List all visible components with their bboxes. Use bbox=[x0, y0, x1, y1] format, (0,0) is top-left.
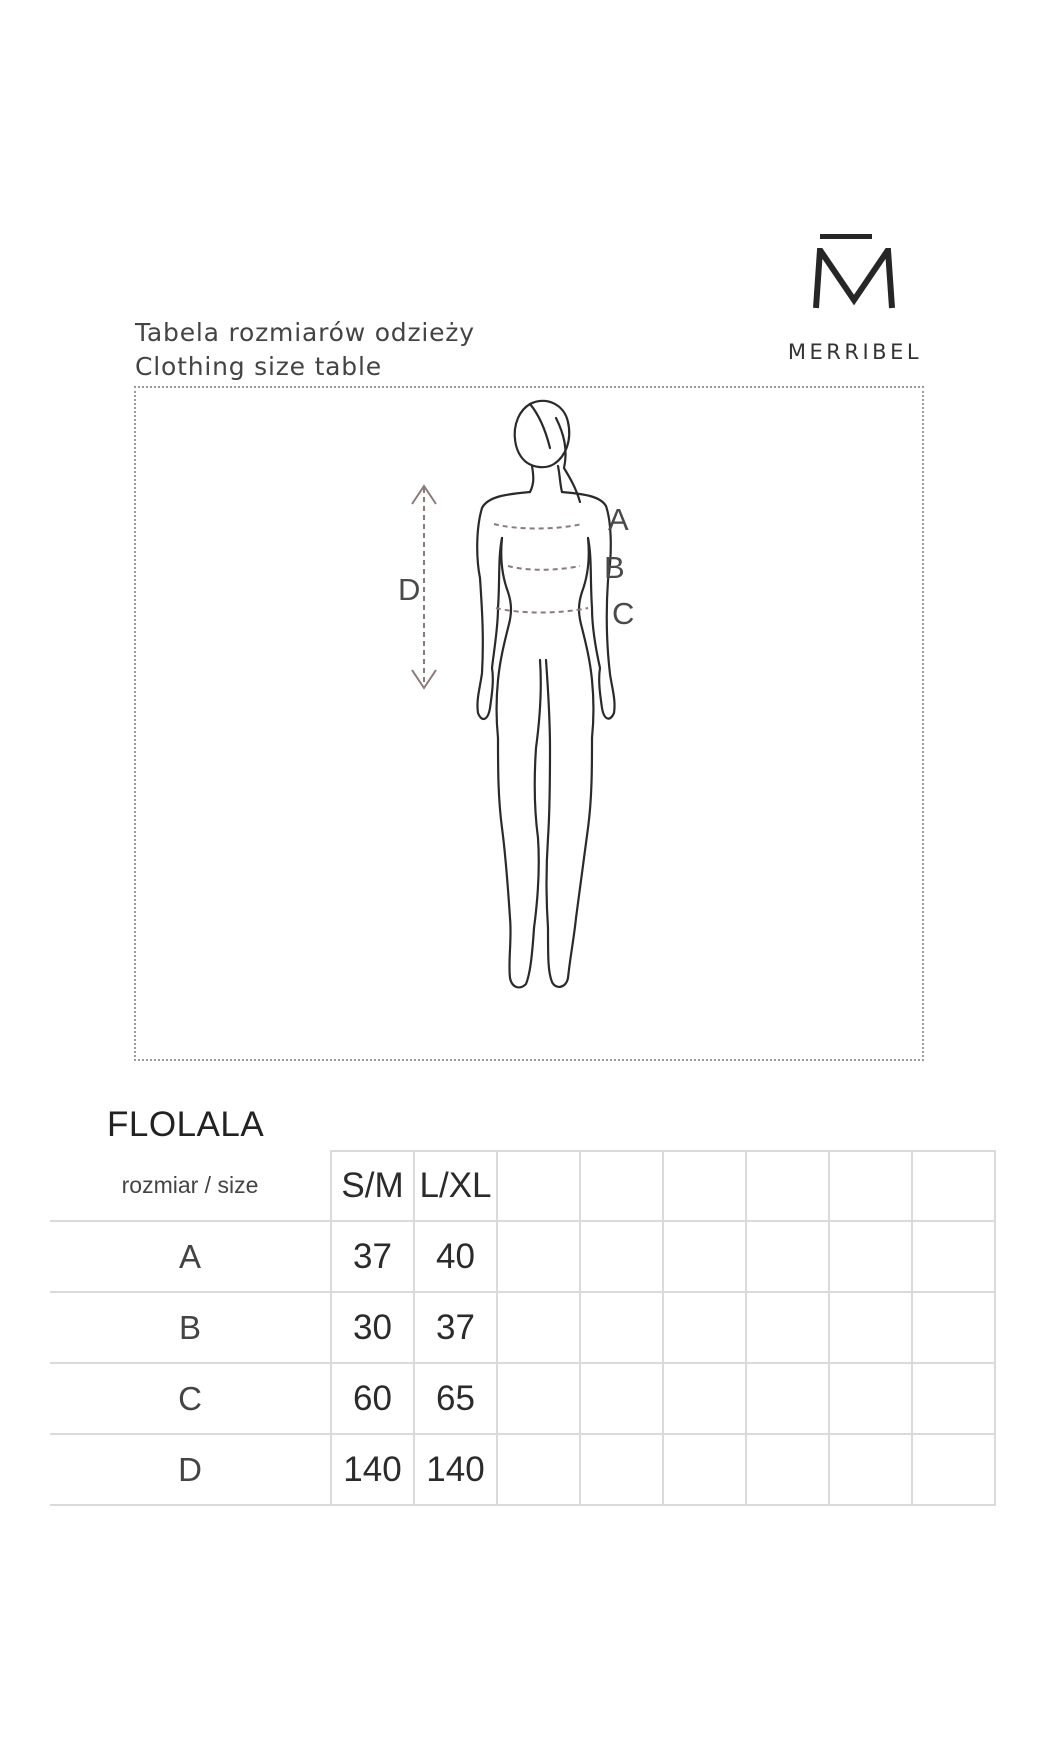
empty-cell bbox=[497, 1151, 580, 1221]
table-header-row bbox=[50, 1151, 995, 1221]
empty-cell bbox=[497, 1292, 580, 1363]
figure-inner-legs bbox=[534, 660, 550, 928]
empty-cell bbox=[746, 1434, 829, 1505]
label-a: A bbox=[608, 502, 629, 537]
table-cell: 60 bbox=[331, 1363, 414, 1434]
empty-cell bbox=[912, 1151, 995, 1221]
product-name: FLOLALA bbox=[107, 1105, 265, 1144]
figure-hair bbox=[530, 404, 580, 502]
empty-cell bbox=[580, 1434, 663, 1505]
measure-line-b bbox=[508, 566, 580, 570]
row-label: C bbox=[50, 1363, 331, 1434]
empty-cell bbox=[829, 1292, 912, 1363]
empty-cell bbox=[912, 1292, 995, 1363]
empty-cell bbox=[663, 1434, 746, 1505]
empty-cell bbox=[663, 1363, 746, 1434]
body-figure bbox=[136, 388, 926, 1063]
table-cell: 140 bbox=[414, 1434, 497, 1505]
brand-logo bbox=[770, 230, 940, 370]
empty-cell bbox=[580, 1363, 663, 1434]
table-row bbox=[50, 1221, 995, 1292]
logo-bar bbox=[820, 234, 872, 239]
table-cell: 40 bbox=[414, 1221, 497, 1292]
heading-english: Clothing size table bbox=[135, 352, 382, 381]
table-cell: 65 bbox=[414, 1363, 497, 1434]
label-c: C bbox=[612, 596, 635, 631]
table-row bbox=[50, 1292, 995, 1363]
heading-polish: Tabela rozmiarów odzieży bbox=[135, 318, 475, 347]
table-cell: 37 bbox=[331, 1221, 414, 1292]
measure-line-a bbox=[494, 524, 582, 529]
table-row bbox=[50, 1363, 995, 1434]
label-d: D bbox=[398, 572, 421, 607]
empty-cell bbox=[580, 1221, 663, 1292]
measurement-diagram bbox=[134, 386, 924, 1061]
empty-cell bbox=[580, 1151, 663, 1221]
empty-cell bbox=[497, 1221, 580, 1292]
empty-cell bbox=[912, 1363, 995, 1434]
size-table bbox=[50, 1150, 996, 1506]
empty-cell bbox=[912, 1221, 995, 1292]
empty-cell bbox=[829, 1151, 912, 1221]
empty-cell bbox=[663, 1151, 746, 1221]
column-header: L/XL bbox=[414, 1151, 497, 1221]
empty-cell bbox=[746, 1292, 829, 1363]
empty-cell bbox=[663, 1292, 746, 1363]
row-label: B bbox=[50, 1292, 331, 1363]
logo-monogram-icon bbox=[810, 248, 898, 310]
empty-cell bbox=[497, 1434, 580, 1505]
empty-cell bbox=[580, 1292, 663, 1363]
table-cell: 140 bbox=[331, 1434, 414, 1505]
table-cell: 30 bbox=[331, 1292, 414, 1363]
table-row bbox=[50, 1434, 995, 1505]
label-b: B bbox=[604, 550, 625, 585]
empty-cell bbox=[497, 1363, 580, 1434]
figure-outer-legs bbox=[498, 738, 592, 987]
figure-head bbox=[515, 401, 570, 467]
empty-cell bbox=[746, 1363, 829, 1434]
empty-cell bbox=[829, 1434, 912, 1505]
brand-name: MERRIBEL bbox=[787, 340, 923, 364]
empty-cell bbox=[663, 1221, 746, 1292]
size-caption: rozmiar / size bbox=[50, 1151, 331, 1221]
empty-cell bbox=[829, 1221, 912, 1292]
row-label: D bbox=[50, 1434, 331, 1505]
empty-cell bbox=[746, 1151, 829, 1221]
row-label: A bbox=[50, 1221, 331, 1292]
empty-cell bbox=[829, 1363, 912, 1434]
empty-cell bbox=[912, 1434, 995, 1505]
figure-torso bbox=[497, 538, 594, 738]
column-header: S/M bbox=[331, 1151, 414, 1221]
empty-cell bbox=[746, 1221, 829, 1292]
table-cell: 37 bbox=[414, 1292, 497, 1363]
figure-neck bbox=[530, 466, 562, 492]
